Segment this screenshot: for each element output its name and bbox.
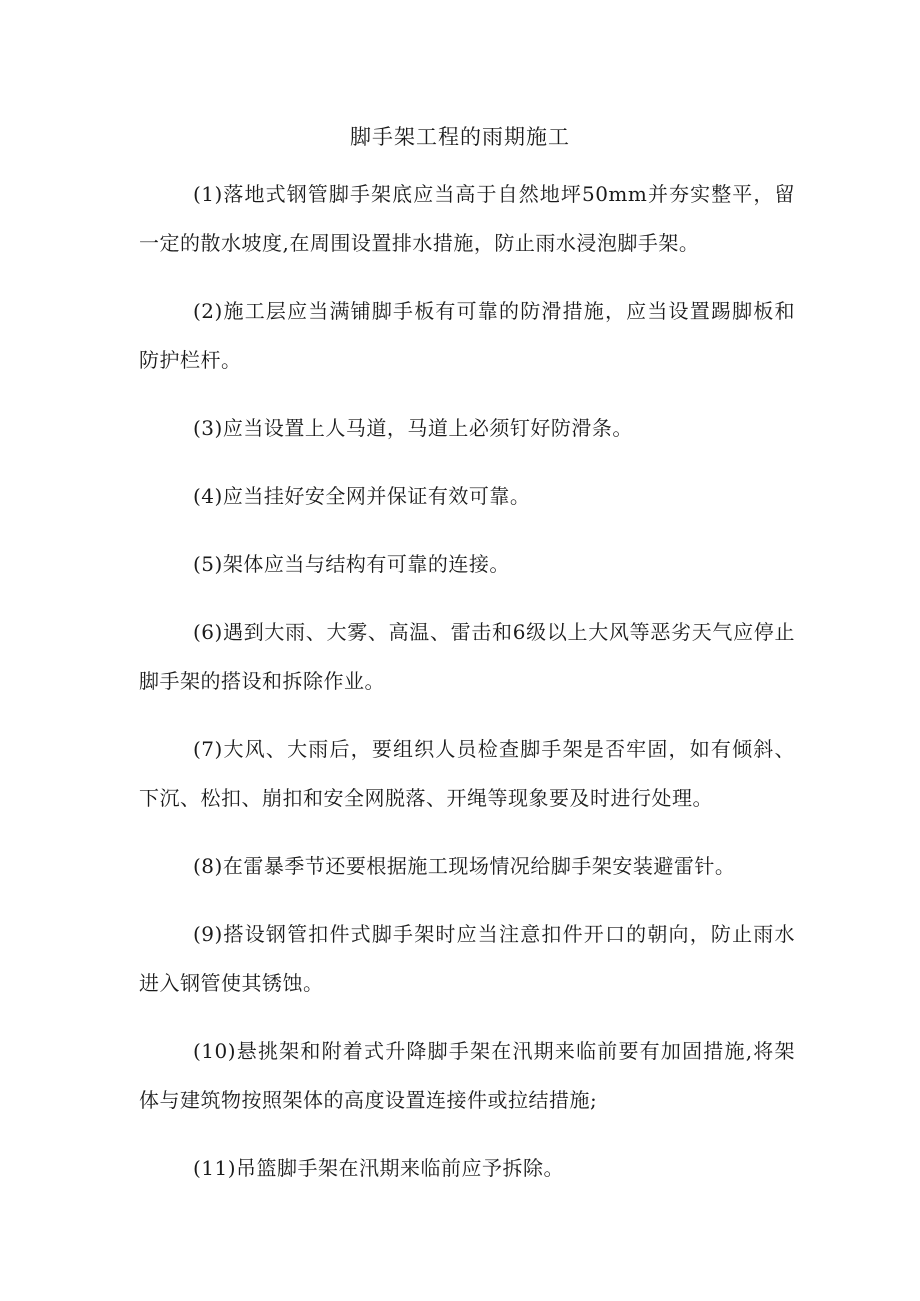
paragraph-2: (2)施工层应当满铺脚手板有可靠的防滑措施，应当设置踢脚板和防护栏杆。: [139, 299, 795, 372]
paragraph-10: (10)悬挑架和附着式升降脚手架在汛期来临前要有加固措施,将架体与建筑物按照架体的高度设置连接件或拉结措施;: [139, 1039, 795, 1112]
paragraph-4: (4)应当挂好安全网并保证有效可靠。: [193, 484, 531, 508]
paragraph-1: (1)落地式钢管脚手架底应当高于自然地坪50mm并夯实整平，留一定的散水坡度,在周围设置排水措施，防止雨水浸泡脚手架。: [139, 182, 795, 255]
document-title: 脚手架工程的雨期施工: [350, 125, 570, 149]
paragraph-3: (3)应当设置上人马道，马道上必须钉好防滑条。: [193, 416, 633, 440]
paragraph-6: (6)遇到大雨、大雾、高温、雷击和6级以上大风等恶劣天气应停止脚手架的搭设和拆除作业。: [139, 620, 795, 693]
paragraph-7: (7)大风、大雨后，要组织人员检查脚手架是否牢固，如有倾斜、下沉、松扣、崩扣和安全网脱落、开绳等现象要及时进行处理。: [139, 737, 795, 810]
paragraph-8: (8)在雷暴季节还要根据施工现场情况给脚手架安装避雷针。: [193, 854, 736, 878]
paragraph-5: (5)架体应当与结构有可靠的连接。: [193, 552, 510, 576]
paragraph-9: (9)搭设钢管扣件式脚手架时应当注意扣件开口的朝向，防止雨水进入钢管使其锈蚀。: [139, 922, 795, 995]
document-body: [139, 170, 795, 1212]
paragraph-11: (11)吊篮脚手架在汛期来临前应予拆除。: [193, 1156, 565, 1180]
